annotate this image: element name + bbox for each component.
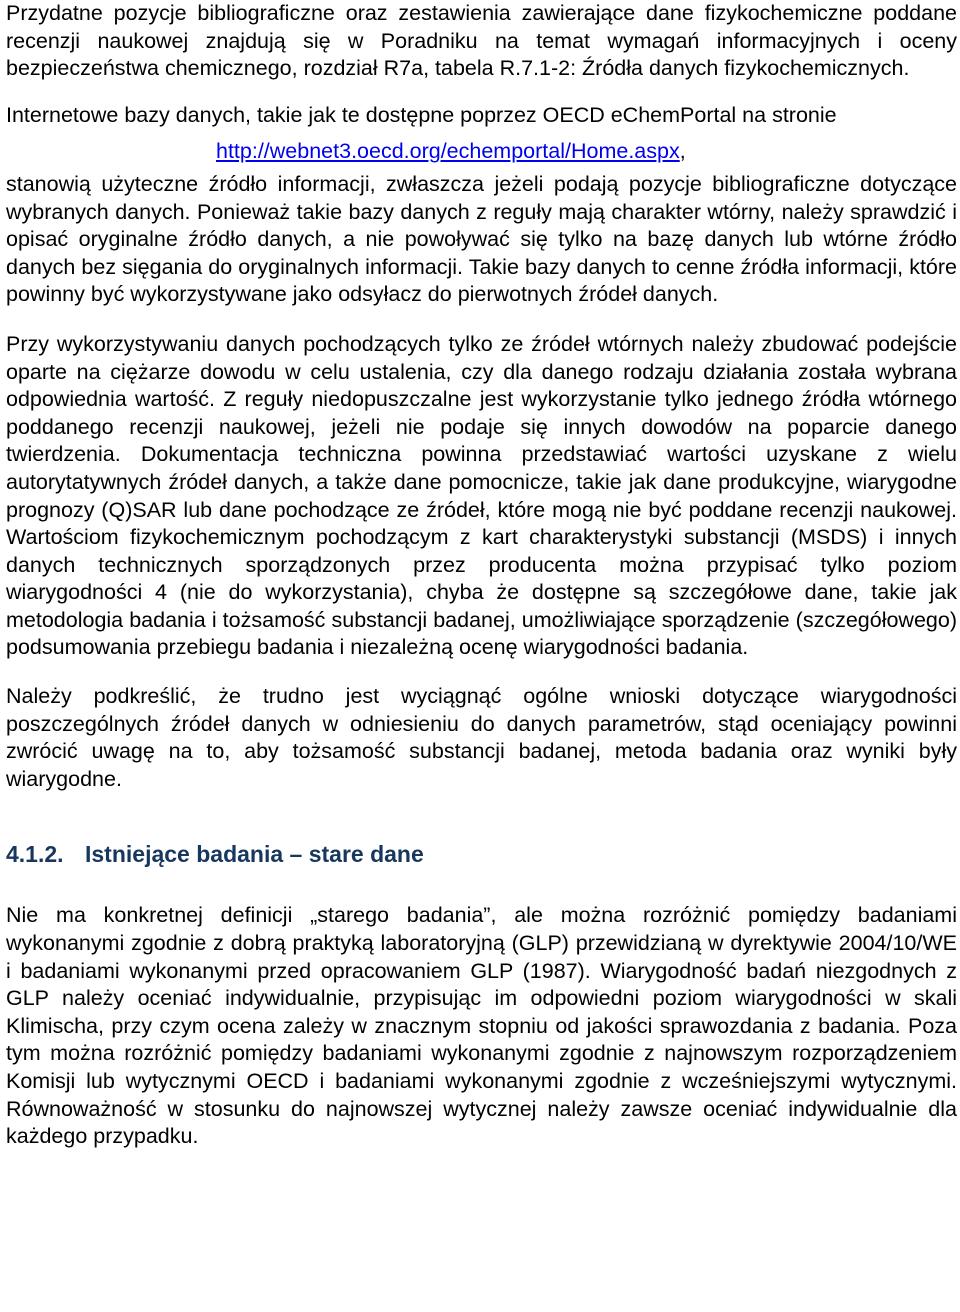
url-line: [6, 138, 957, 166]
paragraph-old-studies: Nie ma konkretnej definicji „starego badania”, ale można rozróżnić pomiędzy badaniami wykonanymi zgodnie z dobrą praktyką laboratoryjną (GLP) przewidzianą w dyrektywie 2004/10/WE i badaniami wykonanymi przed opracowaniem GLP (1987). Wiarygodność badań niezgodnych z GLP należy oceniać indywidualnie, przypisując im odpowiedni poziom wiarygodności w skali Klimischa, przy czym ocena zależy w znacznym stopniu od jakości sprawozdania z badania. Poza tym można rozróżnić pomiędzy badaniami wykonanymi zgodnie z najnowszym rozporządzeniem Komisji lub wytycznymi OECD i badaniami wykonanymi zgodnie z wcześniejszymi wytycznymi. Równoważność w stosunku do najnowszej wytycznej należy zawsze oceniać indywidualnie dla każdego przypadku.: [6, 903, 957, 1149]
paragraph-secondary-sources: Przy wykorzystywaniu danych pochodzących tylko ze źródeł wtórnych należy zbudować podejście oparte na ciężarze dowodu w celu ustalenia, czy dla danego rodzaju działania została wybrana odpowiednia wartość. Z reguły niedopuszczalne jest wykorzystanie tylko jednego źródła wtórnego poddanego recenzji naukowej, jeżeli nie podaje się innych dowodów na poparcie danego twierdzenia. Dokumentacja techniczna powinna przedstawiać wartości uzyskane z wielu autorytatywnych źródeł danych, a także dane pomocnicze, takie jak dane produkcyjne, wiarygodne prognozy (Q)SAR lub dane pochodzące ze źródeł, które mogą nie być poddane recenzji naukowej. Wartościom fizykochemicznym pochodzącym z kart charakterystyki substancji (MSDS) i innych danych technicznych sporządzonych przez producenta można przypisać tylko poziom wiarygodności 4 (nie do wykorzystania), chyba że dostępne są szczegółowe dane, takie jak metodologia badania i tożsamość substancji badanej, umożliwiające sporządzenie (szczegółowego) podsumowania przebiegu badania i niezależną ocenę wiarygodności badania.: [6, 331, 957, 660]
paragraph-reliability-note: Należy podkreślić, że trudno jest wyciągnąć ogólne wnioski dotyczące wiarygodności poszczególnych źródeł danych w odniesieniu do danych parametrów, stąd oceniający powinni zwrócić uwagę na to, aby tożsamość substancji badanej, metoda badania oraz wyniki były wiarygodne.: [6, 684, 957, 791]
paragraph-databases-body: stanowią użyteczne źródło informacji, zwłaszcza jeżeli podają pozycje bibliograficzne dotyczące wybranych danych. Ponieważ takie bazy danych z reguły mają charakter wtórny, należy sprawdzić i opisać oryginalne źródło danych, a nie powoływać się tylko na bazę danych lub wtórne źródło danych bez sięgania do oryginalnych informacji. Takie bazy danych to cenne źródła informacji, które powinny być wykorzystywane jako odsyłacz do pierwotnych źródeł danych.: [6, 171, 957, 307]
echemportal-link[interactable]: http://webnet3.oecd.org/echemportal/Home.aspx: [216, 139, 680, 164]
url-suffix: ,: [679, 139, 686, 164]
paragraph-databases-intro: Internetowe bazy danych, takie jak te dostępne poprzez OECD eChemPortal na stronie: [6, 102, 837, 127]
section-number: 4.1.2.: [6, 841, 64, 868]
section-title: Istniejące badania – stare dane: [85, 841, 424, 868]
section-heading: [6, 839, 957, 869]
document-page: [6, 0, 957, 1151]
paragraph-data-sources: Przydatne pozycje bibliograficzne oraz zestawienia zawierające dane fizykochemiczne poddane recenzji naukowej znajdują się w Poradniku na temat wymagań informacyjnych i oceny bezpieczeństwa chemicznego, rozdział R7a, tabela R.7.1-2: Źródła danych fizykochemicznych.: [6, 1, 957, 81]
